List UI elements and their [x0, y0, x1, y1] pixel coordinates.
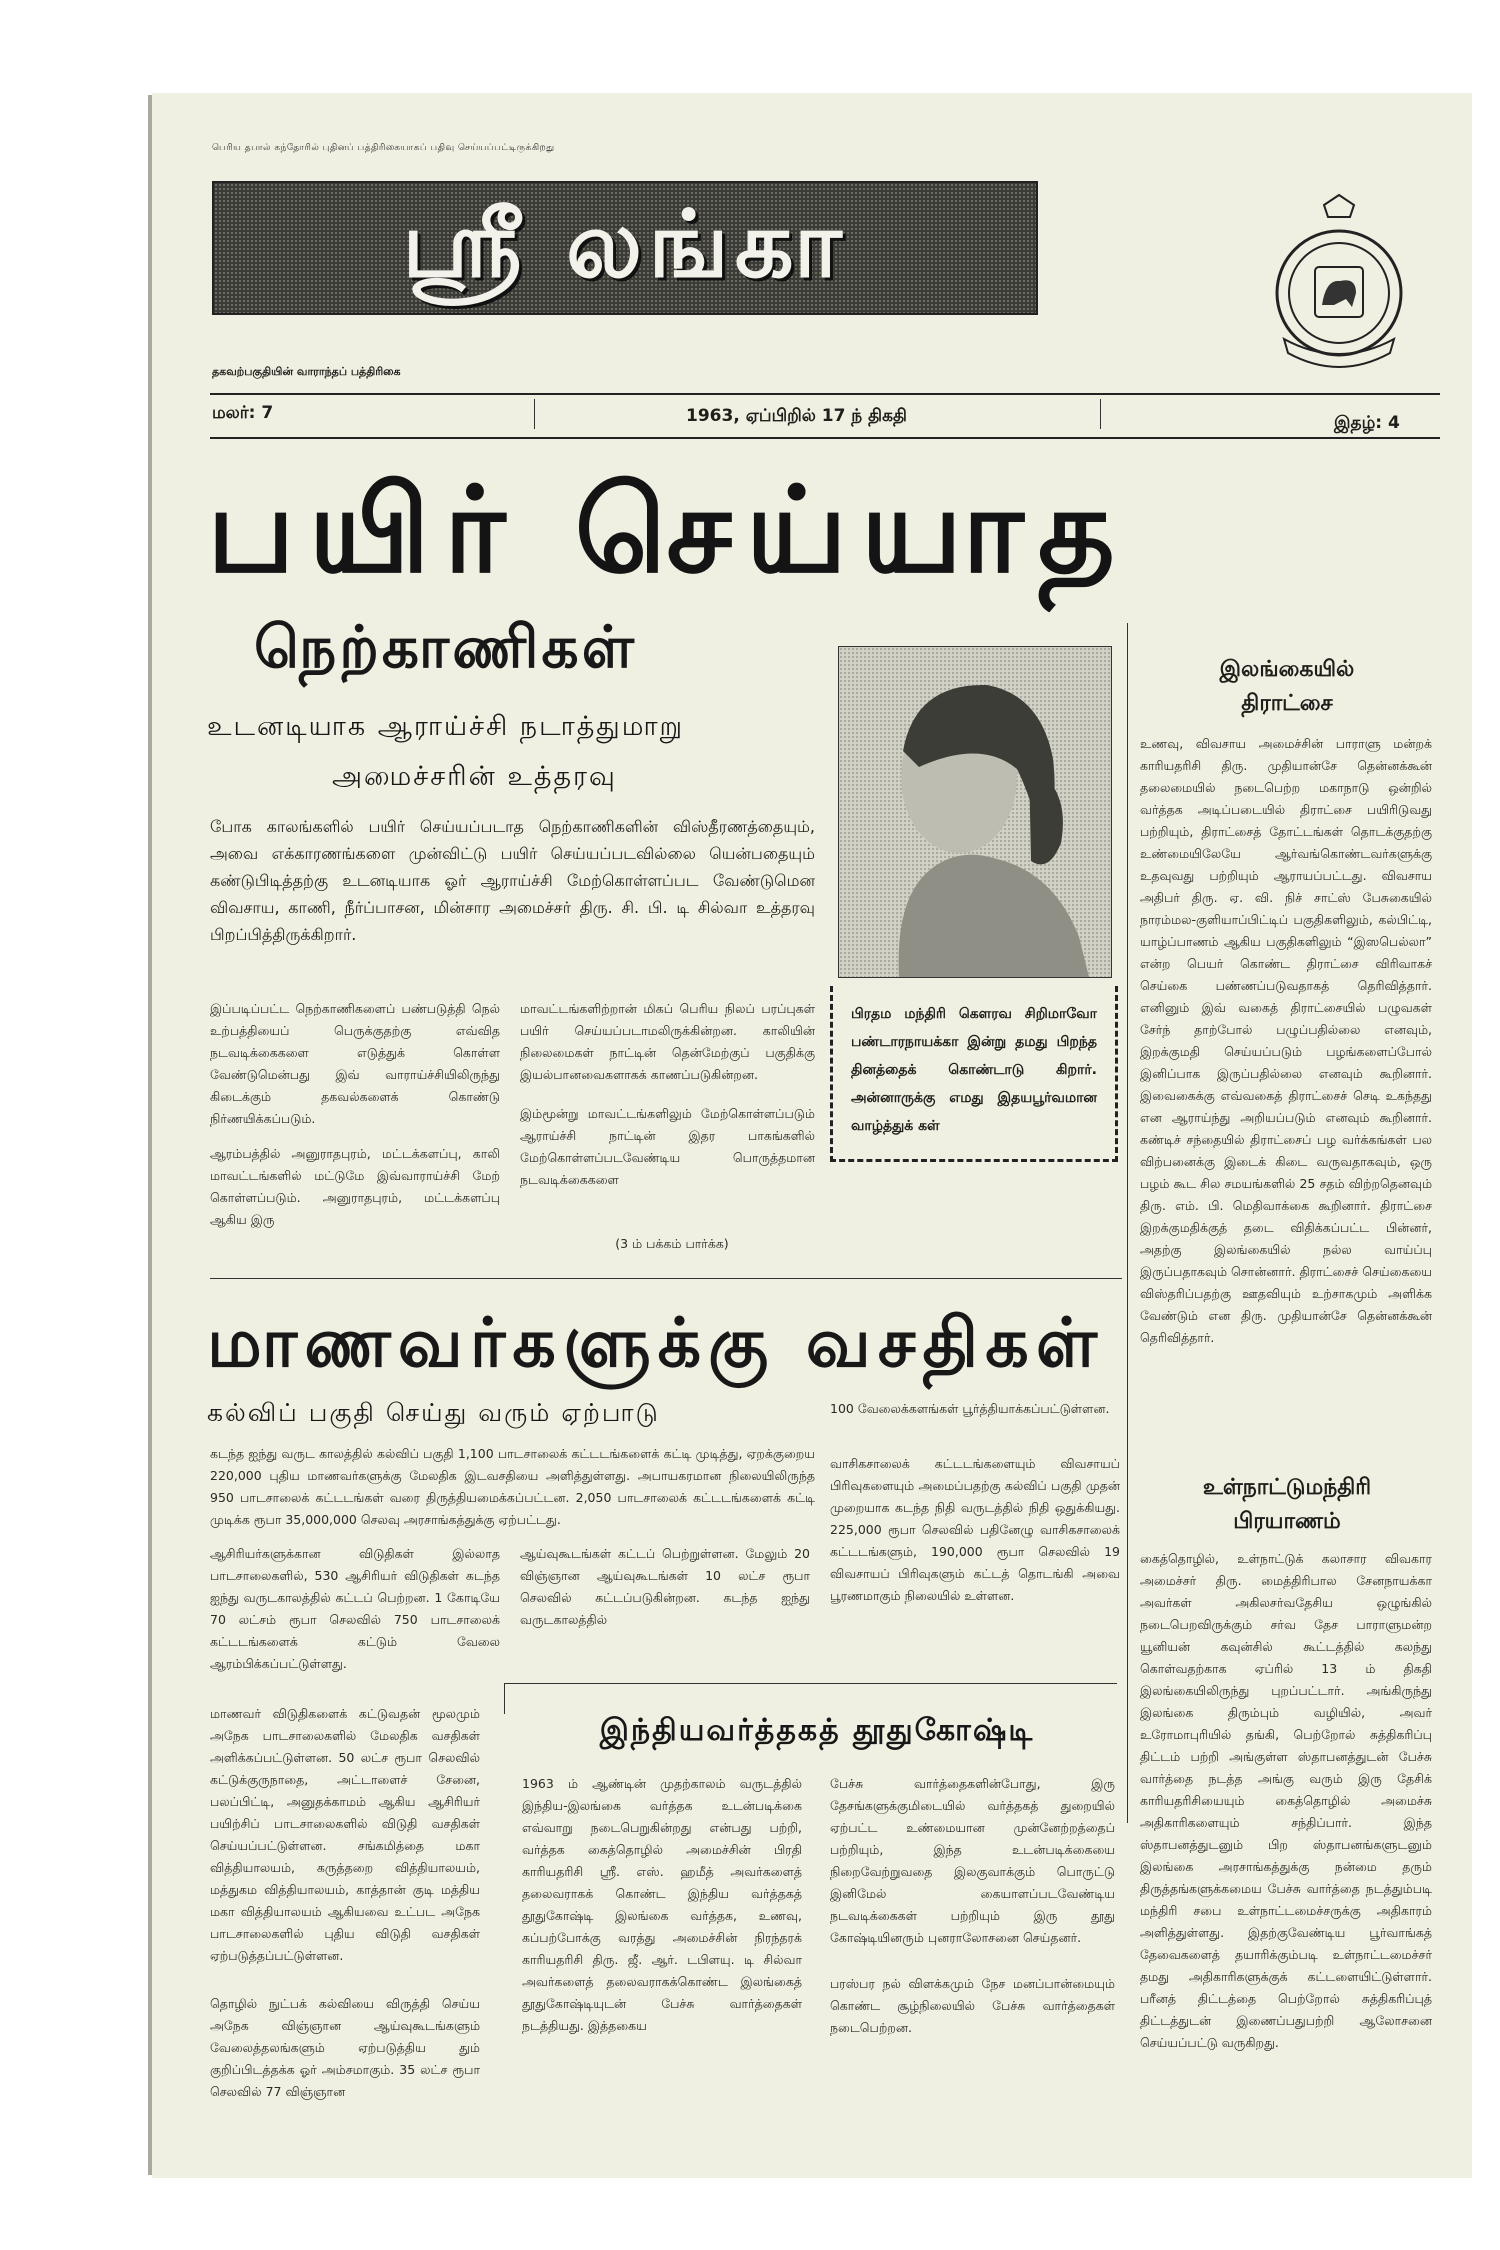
student-col2-para1: ஆய்வுகூடங்கள் கட்டப் பெற்றுள்ளன. மேலும் 20 விஞ்ஞான ஆய்வுகூடங்கள் 10 லட்ச ரூபா செலவில் கட்டப்படுகின்றன. கடந்த ஐந்து வருடகாலத்தில்: [520, 1546, 810, 1627]
india-headline: இந்தியவர்த்தகத் தூதுகோஷ்டி: [599, 1713, 1035, 1748]
newspaper-page: [152, 93, 1472, 2178]
lead-col1-para1: இப்படிப்பட்ட நெற்காணிகளைப் பண்படுத்தி நெல் உற்பத்தியைப் பெருக்குதற்கு எவ்வித நடவடிக்கைகளை எடுத்துக் கொள்ள வேண்டுமென்பது இவ் வாராய்ச்சியிலிருந்து கிடைக்கும் தகவல்களைக் கொண்டு நிர்ணயிக்கப்படும்.: [210, 1001, 500, 1126]
student-para3: மாணவர் விடுதிகளைக் கட்டுவதன் மூலமும் அநேக பாடசாலைகளில் மேலதிக வசதிகள் அளிக்கப்பட்டுள்ளன. 50 லட்ச ரூபா செலவில் கட்டுக்குருநாதை, அட்டாளைச் சேனை, பலப்பிட்டி, அனுதக்காமம் ஆகிய ஆசிரியர் பயிற்சிப் பாடசாலைகளில் விடுதி வசதிகள் செய்யப்பட்டுள்ளன. சங்கமித்தை மகா வித்தியாலயம், கருத்தறை வித்தியாலயம், மத்துகம வித்தியாலயம், காத்தான் குடி மத்திய மகா வித்தியாலயம் ஆகியவை உட்பட அநேக பாடசாலைகளில் புதிய விடுதி வசதிகள் ஏற்படுத்தப்பட்டுள்ளன.: [210, 1706, 480, 1963]
minister-headline-line1: உள்நாட்டுமந்திரி: [1202, 1475, 1372, 1500]
student-col3-para1: 100 வேலைக்களங்கள் பூர்த்தியாக்கப்பட்டுள்ளன.: [830, 1401, 1110, 1416]
section-divider: [210, 1278, 1122, 1279]
drought-body: உணவு, விவசாய அமைச்சின் பாராளு மன்றக் காரியதரிசி திரு. முதியான்சே தென்னக்கூன் தலைமையில் நடைபெற்ற மகாநாடு ஒன்றில் வர்த்தக அடிப்படையில் திராட்சை பயிரிடுவது பற்றியும், திராட்சைத் தோட்டங்கள் தொடக்குதற்கு உண்மையிலேயே ஆர்வங்கொண்டவர்களுக்கு உதவுவது பற்றியும் ஆராயப்பட்டது. விவசாய அதிபர் திரு. ஏ. வி. நிச் சாட்ஸ் பேசுகையில் நாரம்மல-குளியாப்பிட்டிப் பகுதிகளிலும், கல்பிட்டி, யாழ்ப்பாணம் ஆகிய பகுதிகளிலும் “இஸபெல்லா” என்ற பெயர் கொண்ட திராட்சை விரிவாகச் செய்கை பண்ணப்படுவதாகத் தெரிவித்தார். எனினும் இவ் வகைத் திராட்சையில் பழுவகள் சேர்ந் தாற்போல் பழுப்பதில்லை எனவும், இறக்குமதி செய்யப்படும் பழங்களைப்போல் இனிப்பாக இருப்பதில்லை எனவும் கூறினார். இவைகைக்கு எவ்வகைத் திராட்சைச் செடி உகந்தது என ஆராய்ந்து அறியப்படும் எனவும் கூறினார். கண்டிச் சந்தையில் திராட்சைப் பழ வர்க்கங்கள் பல விற்பனைக்கு இடைக் கிடை வருவதாகவும், ஒரு பழம் கூட சில சமயங்களில் 25 சதம் விற்றதெனவும் திரு. எம். பி. மெதிவாக்கை கூறினார். திராட்சை இறக்குமதிக்குத் தடை விதிக்கப்பட்ட பின்னர், அதற்கு இலங்கையில் நல்ல வாய்ப்பு இருப்பதாகவும் சொன்னார். திராட்சைச் செய்கையை விஸ்தரிப்பதற்கு ஊதவியும் உற்சாகமும் அளிக்க வேண்டும் என திரு. முதியான்சே தென்னக்கூன் தெரிவித்தார்.: [1140, 736, 1433, 1345]
lead-headline-line1: பயிர் செய்யாத: [207, 460, 1129, 599]
lead-intro: போக காலங்களில் பயிர் செய்யப்படாத நெற்காணிகளின் விஸ்தீரணத்தையும், அவை எக்காரணங்களை முன்விட்டு பயிர் செய்யப்படவில்லை யென்பதையும் கண்டுபிடித்தற்கு உடனடியாக ஓர் ஆராய்ச்சி மேற்கொள்ளப்பட வேண்டுமென விவசாய, காணி, நீர்ப்பாசன, மின்சார அமைச்சர் திரு. சி. பி. டி சில்வா உத்தரவு பிறப்பித்திருக்கிறார்.: [210, 817, 815, 944]
lead-subhead-line2: அமைச்சரின் உத்தரவு: [332, 761, 617, 792]
photo-caption: பிரதம மந்திரி கௌரவ சிறிமாவோ பண்டாரநாயக்கா இன்று தமது பிறந்த தினத்தைக் கொண்டாடு கிறார். அன்னாருக்கு எமது இதயபூர்வமான வாழ்த்துக் கள்: [851, 1006, 1097, 1134]
student-subhead: கல்விப் பகுதி செய்து வரும் ஏற்பாடு: [207, 1398, 660, 1427]
column-divider: [1127, 623, 1128, 1823]
photo-caption-box: [830, 986, 1118, 1162]
lead-col2-para2: இம்மூன்று மாவட்டங்களிலும் மேற்கொள்ளப்படும் ஆராய்ச்சி நாட்டின் இதர பாகங்களில் மேற்கொள்ளப்படவேண்டிய பொருத்தமான நடவடிக்கைகளை: [520, 1106, 815, 1187]
dateline-divider: [1100, 399, 1101, 429]
drought-headline-line2: திராட்சை: [1241, 691, 1333, 716]
dateline-bottom-rule: [210, 437, 1440, 439]
minister-headline-line2: பிரயாணம்: [1233, 1509, 1341, 1534]
tagline: தகவற்பகுதியின் வாராந்தப் பத்திரிகை: [212, 365, 401, 378]
student-para4: தொழில் நுட்பக் கல்வியை விருத்தி செய்ய அநேக விஞ்ஞான ஆய்வுகூடங்களும் வேலைத்தலங்களும் ஏற்படுத்திய தும் குறிப்பிடத்தக்க ஓர் அம்சமாகும். 35 லட்ச ரூபா செலவில் 77 விஞ்ஞான: [210, 1996, 480, 2099]
india-story-frame: [504, 1683, 1117, 1714]
sri-lanka-state-emblem-icon: [1264, 193, 1414, 373]
masthead-banner: [212, 181, 1038, 315]
student-para1: கடந்த ஐந்து வருட காலத்தில் கல்விப் பகுதி 1,100 பாடசாலைக் கட்டடங்களைக் கட்டி முடித்து, ஏறக்குறைய 220,000 புதிய மாணவர்களுக்கு மேலதிக இடவசதியை அளித்துள்ளது. அபாயகரமான நிலையிலிருந்த 950 பாடசாலைக் கட்டடங்கள் வரை திருத்தியமைக்கப்பட்டன. 2,050 பாடசாலைக் கட்டடங்களைக் கட்டி முடிக்க ரூபா 35,000,000 செலவு அரசாங்கத்துக்கு ஏற்பட்டது.: [210, 1446, 815, 1527]
issue-date: 1963, ஏப்பிறில் 17 ந் திகதி: [686, 406, 907, 426]
prime-minister-photo: [838, 646, 1112, 978]
issue-number: இதழ்: 4: [1334, 413, 1400, 433]
student-para2: ஆசிரியர்களுக்கான விடுதிகள் இல்லாத பாடசாலைகளில், 530 ஆசிரியர் விடுதிகள் கடந்த ஐந்து வருடகாலத்தில் கட்டப் பெற்றன. 1 கோடியே 70 லட்சம் ரூபா செலவில் 750 பாடசாலைக் கட்டடங்களைக் கட்டும் வேலை ஆரம்பிக்கப்பட்டுள்ளது.: [210, 1546, 500, 1671]
india-col2-para2: பரஸ்பர நல் விளக்கமும் நேச மனப்பான்மையும் கொண்ட சூழ்நிலையில் பேச்சு வார்த்தைகள் நடைபெற்றன.: [830, 1976, 1115, 2035]
lead-continued-note: (3 ம் பக்கம் பார்க்க): [615, 1236, 729, 1251]
lead-col2-para1: மாவட்டங்களிற்றான் மிகப் பெரிய நிலப் பரப்புகள் பயிர் செய்யப்படாமலிருக்கின்றன. காலியின் நிலைமைகள் நாட்டின் தென்மேற்குப் பகுதிக்கு இயல்பானவைகளாகக் காணப்படுகின்றன.: [520, 1001, 815, 1082]
student-col3-para2: வாசிகசாலைக் கட்டடங்களையும் விவசாயப் பிரிவுகளையும் அமைப்பதற்கு கல்விப் பகுதி முதன் முறையாக கடந்த நிதி வருடத்தில் நிதி ஒதுக்கியது. 225,000 ரூபா செலவில் பதினேழு வாசிகசாலைக் கட்டடங்களும், 190,000 ரூபா செலவில் 19 விவசாயப் பிரிவுகளும் கட்டத் தொடங்கி அவை பூரணமாகும் நிலையில் உள்ளன.: [830, 1456, 1120, 1603]
minister-body: கைத்தொழில், உள்நாட்டுக் கலாசார விவகார அமைச்சர் திரு. மைத்திரிபால சேனநாயக்கா அவர்கள் அகிலசர்வதேசிய ஒழுங்கில் நடைபெறவிருக்கும் சர்வ தேச பாராளுமன்ற யூனியன் கவுன்சில் கூட்டத்தில் கலந்து கொள்வதற்காக ஏப்ரில் 13 ம் திகதி இலங்கையிலிருந்து புறப்பட்டார். அங்கிருந்து இலங்கை திரும்பும் வழியில், அவர் உரோமாபுரியில் தங்கி, பெற்றோல் சுத்திகரிப்பு திட்டம் பற்றி அங்குள்ள ஸ்தாபனத்துடன் பேச்சு வார்த்தை நடத்த அங்கு வரும் இரு தேசிக் காரியதரிசியையும் கைத்தொழில் அமைச்சு அதிகாரிகளையும் சந்திப்பார். இந்த ஸ்தாபனத்துடனும் பிற ஸ்தாபனங்களுடனும் இலங்கை அரசாங்கத்துக்கு நன்மை தரும் திருத்தங்களுக்கமைய பேச்சு வார்த்தை நடத்தும்படி மந்திரி சபை உள்நாட்டமைச்சருக்கு அதிகாரம் அளித்துள்ளது. இதற்குவேண்டிய பூர்வாங்கத் தேவைகளைத் தயாரிக்கும்படி உள்நாட்டமைச்சர் தமது அதிகாரிகளுக்குக் கட்டளையிட்டுள்ளார். பரீனத் திட்டத்தை பெற்றோல் சுத்திகரிப்புத் திட்டத்துடன் இணைப்பதுபற்றி ஆலோசனை செய்யப்பட்டு வருகிறது.: [1140, 1551, 1432, 2050]
lead-col1-para2: ஆரம்பத்தில் அனுராதபுரம், மட்டக்களப்பு, காலி மாவட்டங்களில் மட்டுமே இவ்வாராய்ச்சி மேற் கொள்ளப்படும். அனுராதபுரம், மட்டக்களப்பு ஆகிய இரு: [210, 1146, 500, 1227]
student-headline: மாணவர்களுக்கு வசதிகள்: [207, 1303, 1105, 1383]
registration-note: பெரிய தபால் கந்தோரில் புதினப் பத்திரிகையாகப் பதிவு செய்யப்பட்டிருக்கிறது: [212, 143, 555, 153]
lead-headline-line2: நெற்காணிகள்: [254, 613, 637, 681]
india-col1: 1963 ம் ஆண்டின் முதற்காலம் வருடத்தில் இந்திய-இலங்கை வர்த்தக உடன்படிக்கை எவ்வாறு நடைபெறுகின்றது என்பது பற்றி, வர்த்தக கைத்தொழில் அமைச்சின் பிரதி காரியதரிசி ஸ்ரீ. எஸ். ஹமீத் அவர்களைத் தலைவராகக் கொண்ட இந்திய வர்த்தகத் தூதுகோஷ்டி இலங்கை வர்த்தக, உணவு, கப்பற்போக்கு வரத்து அமைச்சின் நிரந்தரக் காரியதரிசி திரு. ஜீ. ஆர். டபிளயு. டி சில்வா அவர்களைத் தலைவராகக்கொண்ட இலங்கைத் தூதுகோஷ்டியுடன் பேச்சு வார்த்தைகள் நடத்தியது. இத்தகைய: [522, 1776, 802, 2033]
masthead-title: ஸ்ரீ லங்கா: [402, 191, 848, 298]
volume-number: மலர்: 7: [212, 403, 274, 423]
lead-subhead-line1: உடனடியாக ஆராய்ச்சி நடாத்துமாறு: [207, 711, 685, 742]
drought-headline-line1: இலங்கையில்: [1219, 657, 1355, 682]
india-col2-para1: பேச்சு வார்த்தைகளின்போது, இரு தேசங்களுக்குமிடையில் வர்த்தகத் துறையில் ஏற்பட்ட உண்மையான முன்னேற்றத்தைப் பற்றியும், இந்த உடன்படிக்கையை நிறைவேற்றுவதை இலகுவாக்கும் பொருட்டு இனிமேல் கையாளப்படவேண்டிய நடவடிக்கைகள் பற்றியும் இரு தூது கோஷ்டியினரும் புனராலோசனை செய்தனர்.: [830, 1776, 1115, 1945]
dateline-divider: [534, 399, 535, 429]
dateline-top-rule: [210, 393, 1440, 395]
